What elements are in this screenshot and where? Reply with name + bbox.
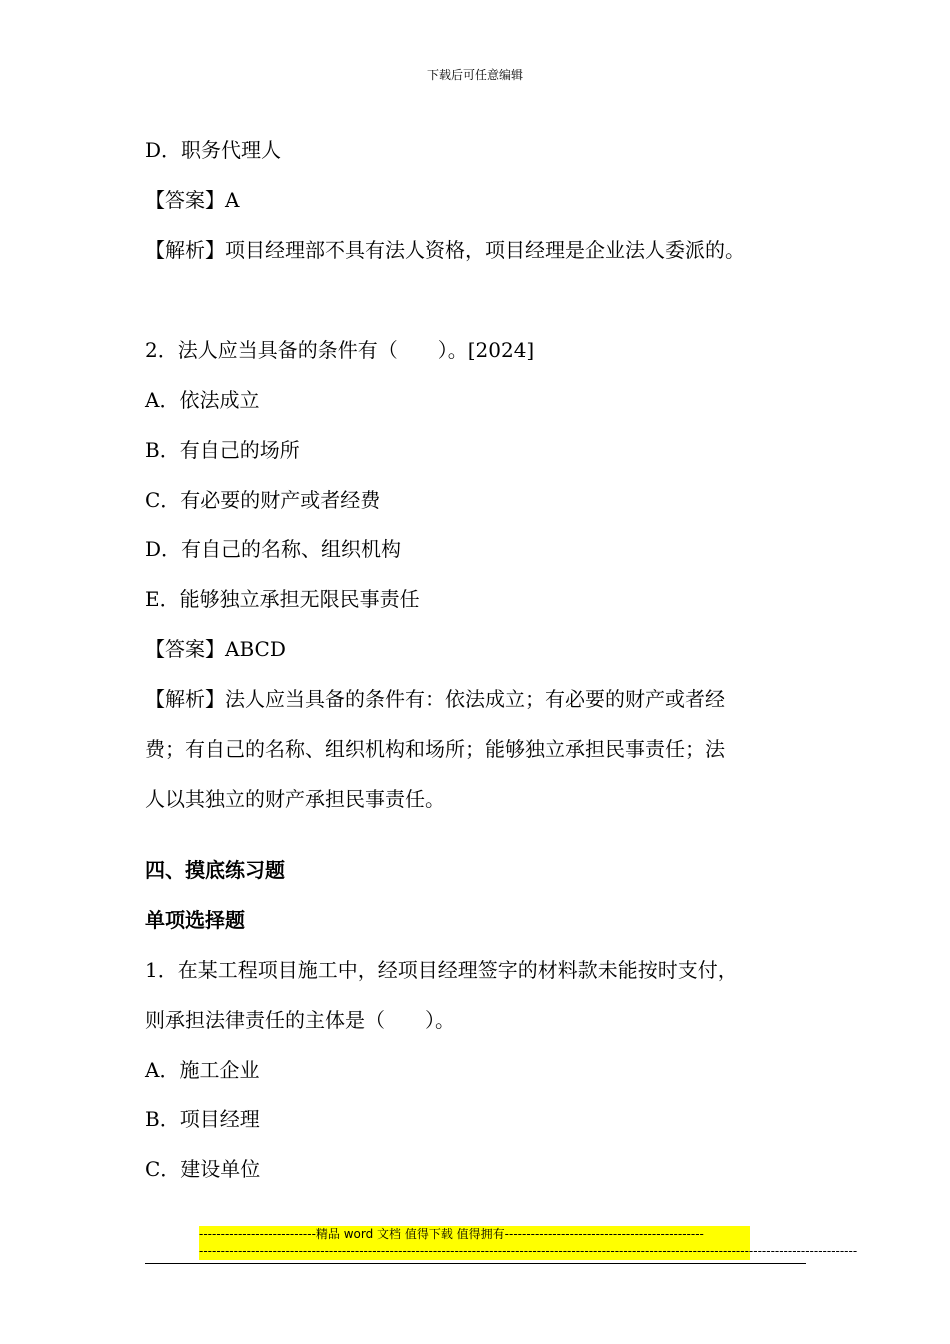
footer-banner-line-1: ---------------------------精品 word 文档 值得下载 值得拥有----------------------------------------------	[199, 1227, 704, 1241]
prev-option-d: D．职务代理人	[145, 138, 282, 162]
prev-analysis: 【解析】项目经理部不具有法人资格，项目经理是企业法人委派的。	[145, 238, 745, 262]
q2-option-b: B．有自己的场所	[145, 438, 300, 462]
subsection-heading: 单项选择题	[145, 908, 245, 932]
footer-banner-line-2: --------------------------------------------------------------------------------------------------------------------------------------------------------	[199, 1244, 858, 1258]
q2-stem: 2．法人应当具备的条件有（ ）。[2024]	[145, 338, 535, 362]
q2-option-d: D．有自己的名称、组织机构	[145, 537, 402, 561]
q2-option-c: C．有必要的财产或者经费	[145, 488, 381, 512]
q1-stem-line-1: 1．在某工程项目施工中，经项目经理签字的材料款未能按时支付，	[145, 958, 738, 982]
q2-analysis-line-3: 人以其独立的财产承担民事责任。	[145, 787, 445, 811]
footer-divider	[145, 1263, 806, 1264]
prev-answer: 【答案】A	[145, 188, 240, 212]
q1-stem-line-2: 则承担法律责任的主体是（ ）。	[145, 1008, 455, 1032]
q1-option-a: A．施工企业	[145, 1058, 260, 1082]
q1-option-c: C．建设单位	[145, 1157, 261, 1181]
q2-option-e: E．能够独立承担无限民事责任	[145, 587, 420, 611]
footer-banner	[199, 1226, 858, 1260]
q2-analysis-line-1: 【解析】法人应当具备的条件有：依法成立；有必要的财产或者经	[145, 687, 725, 711]
q2-option-a: A．依法成立	[145, 388, 260, 412]
q2-answer: 【答案】ABCD	[145, 637, 286, 661]
section-heading: 四、摸底练习题	[145, 858, 285, 882]
q1-option-b: B．项目经理	[145, 1107, 260, 1131]
q2-analysis-line-2: 费；有自己的名称、组织机构和场所；能够独立承担民事责任；法	[145, 737, 725, 761]
page-header: 下载后可任意编辑	[426, 68, 523, 82]
